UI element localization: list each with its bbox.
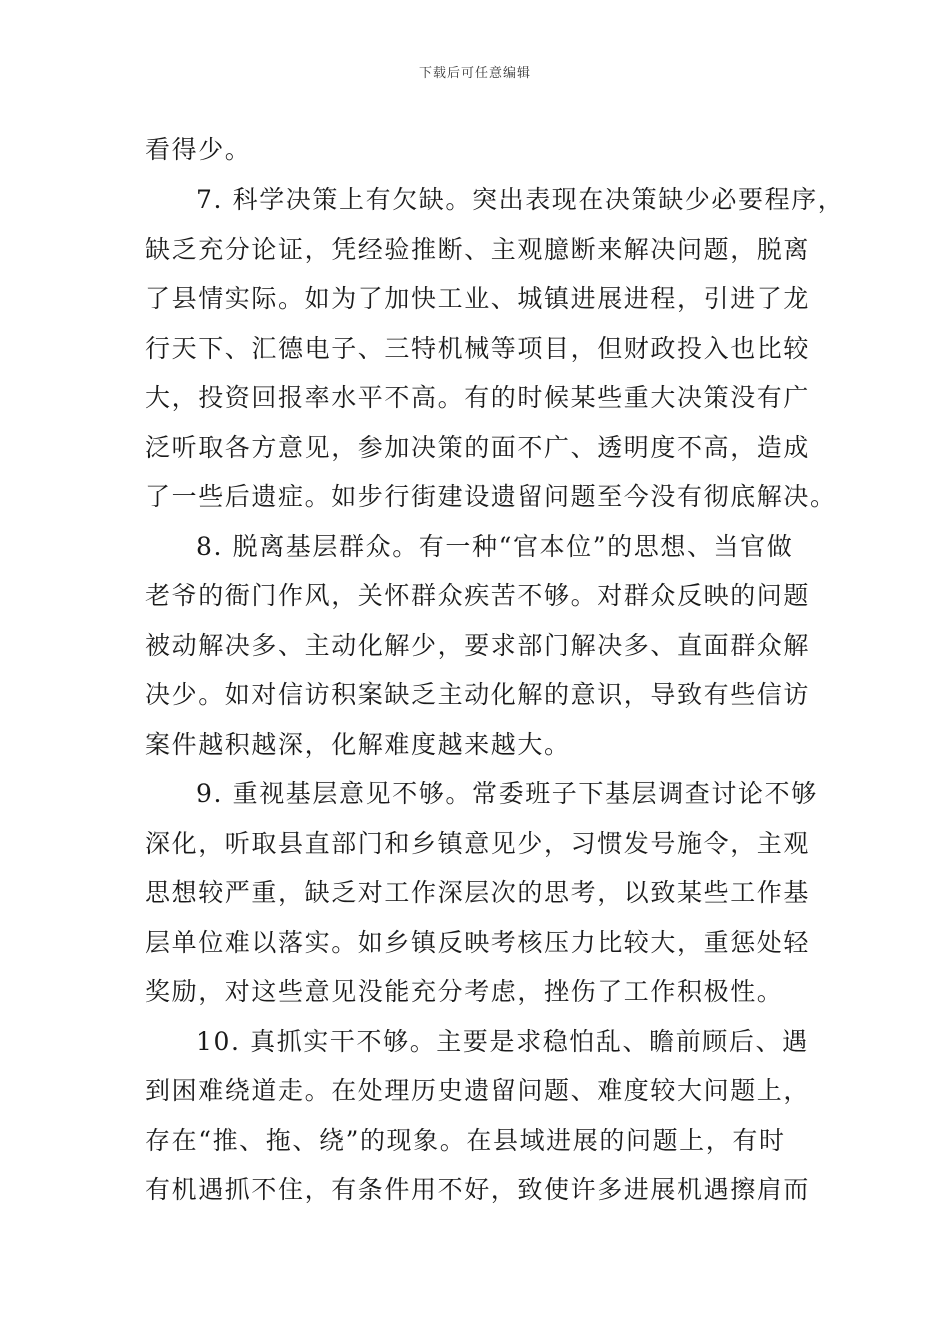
- paragraph-7-start: 7. 科学决策上有欠缺。突出表现在决策缺少必要程序，: [196, 185, 845, 214]
- text-line: 被动解决多、主动化解少，要求部门解决多、直面群众解: [145, 631, 811, 660]
- page-header: 下载后可任意编辑: [418, 66, 531, 81]
- text-line: 案件越积越深，化解难度越来越大。: [145, 730, 571, 759]
- text-line: 思想较严重，缺乏对工作深层次的思考，以致某些工作基: [145, 878, 811, 907]
- text-line: 层单位难以落实。如乡镇反映考核压力比较大，重惩处轻: [145, 928, 811, 957]
- text-line: 了一些后遗症。如步行街建设遗留问题至今没有彻底解决。: [145, 482, 837, 511]
- text-line: 奖励，对这些意见没能充分考虑，挫伤了工作积极性。: [145, 977, 784, 1006]
- text-line: 有机遇抓不住，有条件用不好，致使许多进展机遇擦肩而: [145, 1175, 811, 1204]
- text-line: 看得少。: [145, 135, 252, 164]
- text-line: 泛听取各方意见，参加决策的面不广、透明度不高，造成: [145, 433, 811, 462]
- text-line: 决少。如对信访积案缺乏主动化解的意识，导致有些信访: [145, 680, 811, 709]
- text-line: 了县情实际。如为了加快工业、城镇进展进程，引进了龙: [145, 284, 811, 313]
- text-line: 缺乏充分论证，凭经验推断、主观臆断来解决问题，脱离: [145, 235, 811, 264]
- paragraph-10-start: 10. 真抓实干不够。主要是求稳怕乱、瞻前顾后、遇: [196, 1027, 809, 1056]
- text-line: 到困难绕道走。在处理历史遗留问题、难度较大问题上，: [145, 1076, 811, 1105]
- text-line: 大，投资回报率水平不高。有的时候某些重大决策没有广: [145, 383, 811, 412]
- text-line: 深化，听取县直部门和乡镇意见少，习惯发号施令，主观: [145, 829, 811, 858]
- text-line: 老爷的衙门作风，关怀群众疾苦不够。对群众反映的问题: [145, 581, 811, 610]
- paragraph-9-start: 9. 重视基层意见不够。常委班子下基层调查讨论不够: [196, 779, 818, 808]
- text-line: 存在“推、拖、绕”的现象。在县域进展的问题上，有时: [145, 1126, 786, 1155]
- paragraph-8-start: 8. 脱离基层群众。有一种“官本位”的思想、当官做: [196, 532, 794, 561]
- text-line: 行天下、汇德电子、三特机械等项目，但财政投入也比较: [145, 334, 811, 363]
